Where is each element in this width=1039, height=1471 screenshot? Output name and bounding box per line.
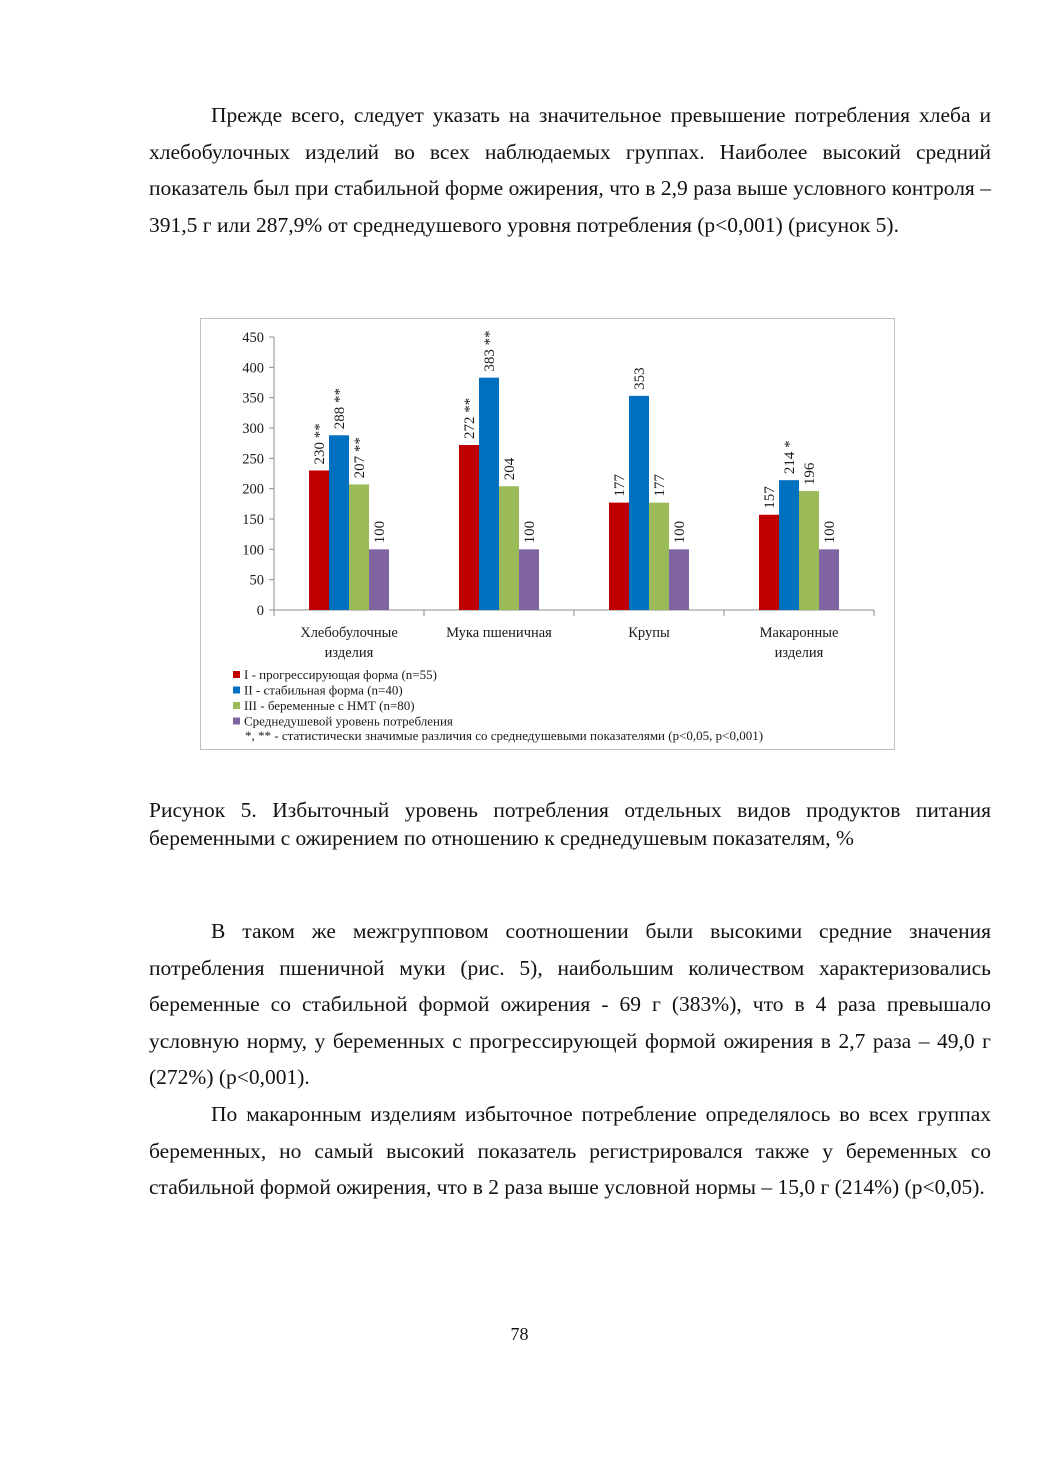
category-label: Крупы: [628, 625, 670, 641]
y-tick-label: 300: [242, 421, 264, 437]
bar-value-label: 204: [502, 457, 518, 481]
bar: [309, 470, 329, 610]
chart-frame: [200, 318, 895, 750]
category-label: Хлебобулочные: [300, 625, 398, 641]
paragraph-3: По макаронным изделиям избыточное потребление определялось во всех группах беременных, но самый высокий показатель регистрировался также у беременных со стабильной формой ожирения, что в 2 раза выше условной нормы – 15,0 г (214%) (р<0,05).: [149, 1102, 991, 1200]
legend-label: III - беременные с НМТ (n=80): [244, 698, 415, 713]
bar: [609, 503, 629, 610]
figure-caption: Рисунок 5. Избыточный уровень потребления отдельных видов продуктов питания беременными с ожирением по отношению к среднедушевым показателям, %: [149, 798, 991, 850]
legend-label: II - стабильная форма (n=40): [244, 682, 403, 698]
category-label: изделия: [324, 645, 374, 661]
y-tick-label: 0: [256, 603, 264, 619]
legend-swatch: [233, 702, 240, 709]
bar: [499, 486, 519, 610]
bar-value-label: 383 **: [482, 330, 498, 372]
bar: [759, 515, 779, 610]
bar: [799, 491, 819, 610]
bar: [819, 549, 839, 610]
legend-swatch: [233, 718, 240, 725]
bar-value-label: 230 **: [312, 423, 328, 465]
y-tick-label: 150: [242, 512, 264, 528]
bar: [519, 549, 539, 610]
category-label: изделия: [774, 645, 824, 661]
bar: [479, 378, 499, 610]
bar-value-label: 214 *: [782, 440, 798, 475]
bar-value-label: 177: [612, 474, 628, 497]
bar: [459, 445, 479, 610]
bar: [669, 549, 689, 610]
bar-value-label: 100: [672, 520, 688, 544]
y-tick-label: 400: [242, 360, 264, 377]
bar-value-label: 177: [652, 474, 668, 497]
bar-value-label: 100: [522, 520, 538, 544]
bar-value-label: 100: [822, 520, 838, 544]
y-tick-label: 250: [242, 451, 264, 468]
y-tick-label: 450: [242, 330, 264, 346]
bar-value-label: 100: [372, 520, 388, 544]
paragraph-2: В таком же межгрупповом соотношении были высокими средние значения потребления пшеничной муки (рис. 5), наибольшим количеством характеризовались беременные со стабильной формой ожирения - 69 г (383%), что в 4 раза превышало условную норму, у беременных с прогрессирующей формой ожирения в 2,7 раза – 49,0 г (272%) (р<0,001).: [149, 919, 991, 1090]
bar-value-label: 288 **: [332, 388, 348, 430]
y-tick-label: 100: [242, 542, 264, 559]
legend-swatch: [233, 687, 240, 694]
category-label: Мука пшеничная: [446, 625, 552, 641]
bar: [329, 435, 349, 610]
legend-label: Среднедушевой уровень потребления: [244, 713, 453, 729]
legend-swatch: [233, 671, 240, 678]
bar: [779, 480, 799, 610]
bar-chart: [201, 319, 896, 751]
bar: [629, 396, 649, 610]
bar-value-label: 207 **: [352, 437, 368, 479]
paragraph-1: Прежде всего, следует указать на значительное превышение потребления хлеба и хлебобулочных изделий во всех наблюдаемых группах. Наиболее высокий средний показатель был при стабильной форме ожирения, что в 2,9 раза выше условного контроля – 391,5 г или 287,9% от среднедушевого уровня потребления (р<0,001) (рисунок 5).: [149, 103, 991, 237]
bar: [649, 503, 669, 610]
legend-label: I - прогрессирующая форма (n=55): [244, 667, 437, 682]
bar-value-label: 353: [632, 367, 648, 390]
bar-value-label: 157: [762, 486, 778, 509]
y-tick-label: 50: [249, 572, 264, 589]
page-number: 78: [510, 1324, 529, 1344]
chart-footnote: *, ** - статистически значимые различия со среднедушевыми показателями (р<0,05, р<0,001): [245, 728, 764, 743]
category-label: Макаронные: [759, 625, 839, 641]
bar-value-label: 272 **: [462, 397, 478, 439]
bar-value-label: 196: [802, 462, 818, 486]
y-tick-label: 200: [242, 481, 264, 498]
y-tick-label: 350: [242, 390, 264, 407]
bar: [369, 549, 389, 610]
bar: [349, 484, 369, 610]
